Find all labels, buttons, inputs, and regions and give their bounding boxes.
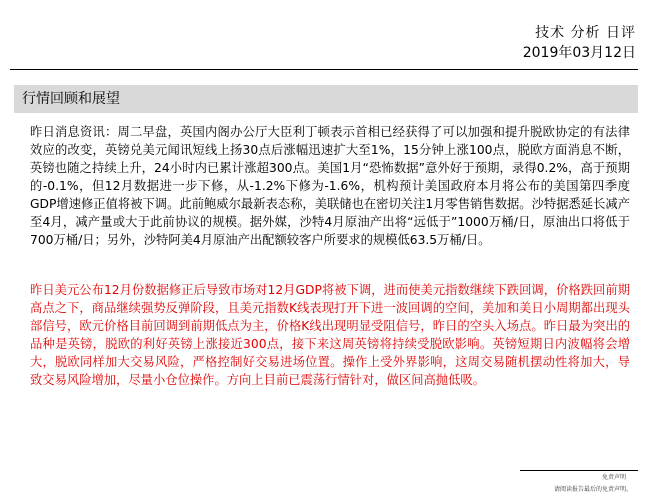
section-title: 行情回顾和展望 [22,91,120,107]
report-type-title: 技术 分析 日评 [535,25,636,41]
header-divider [10,69,638,70]
report-date: 2019年03月12日 [522,45,636,61]
disclaimer-text: 请阅读报告最后的免责声明。 [553,486,632,493]
footer-divider [520,470,638,471]
disclaimer-title: 免责声明 [601,474,626,481]
news-paragraph: 昨日消息资讯：周二早盘，英国内阁办公厅大臣利丁顿表示首相已经获得了可以加强和提升脱欧协定的有法律效应的改变，英镑兑美元闻讯短线上扬30点后涨幅迅速扩大至1%，15分钟上涨100点，脱欧方面消息不断，英镑也随之持续上升，24小时内已累计涨超300点。美国1月“恐怖数据”意外好于预期，录得0.2%，高于预期的-0.1%，但12月数据进一步下修，从-1.2%下修为-1.6%，机构预计美国政府本月将公布的美国第四季度GDP增速修正值将被下调。此前鲍威尔最新表态称，美联储也在密切关注1月零售销售数据。沙特据悉延长减产至4月，减产量或大于此前协议的规模。据外媒，沙特4月原油产出将“远低于”1000万桶/日，原油出口将低于700万桶/日；另外，沙特阿美4月原油产出配额较客户所要求的规模低63.5万桶/日。 [30,125,630,247]
analysis-paragraph: 昨日美元公布12月份数据修正后导致市场对12月GDP将被下调，进而使美元指数继续下跌回调，价格跌回前期高点之下，商品继续强势反弹阶段，且美元指数K线表现打开下进一波回调的空间，美加和美日小周期都出现头部信号，欧元价格目前回调到前期低点为主，价格K线出现明显受阻信号，昨日的空头入场点。昨日最为突出的品种是英镑，脱欧的利好英镑上涨接近300点，接下来这周英镑将持续受脱欧影响。英镑短期日内波幅将会增大，脱欧同样加大交易风险，严格控制好交易进场位置。操作上受外界影响，这周交易随机摆动性将加大，导致交易风险增加，尽量小仓位操作。方向上目前已震荡行情针对，做区间高抛低吸。 [30,283,630,387]
section-heading [14,85,638,113]
